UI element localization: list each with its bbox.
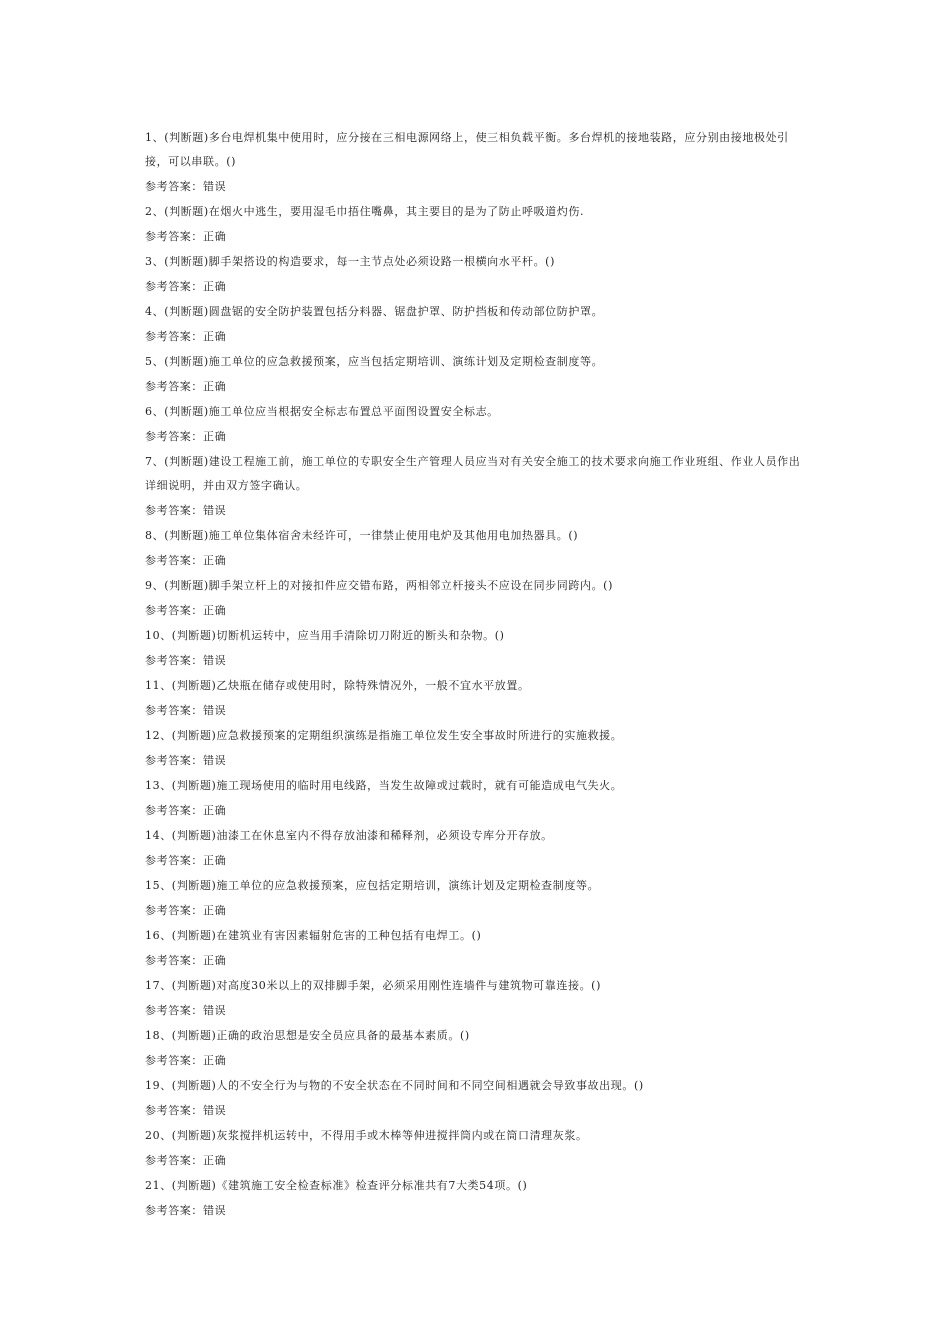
answer-text: 参考答案：错误 [145, 504, 227, 517]
question-item [145, 350, 810, 400]
question-text: 11、(判断题)乙炔瓶在储存或使用时，除特殊情况外，一般不宜水平放置。 [145, 679, 530, 692]
question-item [145, 974, 810, 1024]
question-list [145, 126, 810, 1224]
question-item [145, 1124, 810, 1174]
answer-text: 参考答案：正确 [145, 280, 227, 293]
answer-text: 参考答案：正确 [145, 1054, 227, 1067]
question-item [145, 126, 810, 200]
question-text: 21、(判断题)《建筑施工安全检查标准》检查评分标准共有7大类54项。() [145, 1179, 528, 1192]
answer-text: 参考答案：正确 [145, 854, 227, 867]
question-text: 9、(判断题)脚手架立杆上的对接扣件应交错布路，两相邻立杆接头不应设在同步同跨内。() [145, 579, 613, 592]
question-text: 5、(判断题)施工单位的应急救援预案，应当包括定期培训、演练计划及定期检查制度等。 [145, 355, 604, 368]
question-text: 3、(判断题)脚手架搭设的构造要求，每一主节点处必须设路一根横向水平杆。() [145, 255, 555, 268]
question-item [145, 674, 810, 724]
answer-text: 参考答案：正确 [145, 554, 227, 567]
answer-text: 参考答案：错误 [145, 1204, 227, 1217]
question-item [145, 924, 810, 974]
question-text: 2、(判断题)在烟火中逃生，要用湿毛巾捂住嘴鼻，其主要目的是为了防止呼吸道灼伤. [145, 205, 585, 218]
question-item [145, 200, 810, 250]
answer-text: 参考答案：错误 [145, 704, 227, 717]
question-item [145, 300, 810, 350]
question-item [145, 450, 810, 524]
question-item [145, 824, 810, 874]
question-text: 12、(判断题)应急救援预案的定期组织演练是指施工单位发生安全事故时所进行的实施救援。 [145, 729, 623, 742]
question-item [145, 524, 810, 574]
answer-text: 参考答案：正确 [145, 804, 227, 817]
question-text: 7、(判断题)建设工程施工前，施工单位的专职安全生产管理人员应当对有关安全施工的技术要求向施工作业班组、作业人员作出详细说明，并由双方签字确认。 [145, 455, 801, 492]
question-item [145, 774, 810, 824]
answer-text: 参考答案：错误 [145, 1004, 227, 1017]
answer-text: 参考答案：正确 [145, 954, 227, 967]
answer-text: 参考答案：正确 [145, 380, 227, 393]
question-text: 10、(判断题)切断机运转中，应当用手清除切刀附近的断头和杂物。() [145, 629, 505, 642]
question-item [145, 624, 810, 674]
answer-text: 参考答案：正确 [145, 1154, 227, 1167]
question-item [145, 400, 810, 450]
answer-text: 参考答案：错误 [145, 180, 227, 193]
question-text: 1、(判断题)多台电焊机集中使用时，应分接在三相电源网络上，使三相负载平衡。多台焊机的接地装路，应分别由接地极处引接，可以串联。() [145, 131, 789, 168]
answer-text: 参考答案：正确 [145, 230, 227, 243]
answer-text: 参考答案：错误 [145, 654, 227, 667]
question-text: 4、(判断题)圆盘锯的安全防护装置包括分料器、锯盘护罩、防护挡板和传动部位防护罩。 [145, 305, 604, 318]
question-text: 17、(判断题)对高度30米以上的双排脚手架，必须采用刚性连墙件与建筑物可靠连接。() [145, 979, 601, 992]
question-item [145, 1024, 810, 1074]
question-item [145, 1074, 810, 1124]
answer-text: 参考答案：正确 [145, 330, 227, 343]
question-text: 18、(判断题)正确的政治思想是安全员应具备的最基本素质。() [145, 1029, 470, 1042]
answer-text: 参考答案：正确 [145, 604, 227, 617]
answer-text: 参考答案：错误 [145, 1104, 227, 1117]
question-text: 19、(判断题)人的不安全行为与物的不安全状态在不同时间和不同空间相遇就会导致事故出现。() [145, 1079, 644, 1092]
question-text: 20、(判断题)灰浆搅拌机运转中，不得用手或木棒等伸进搅拌筒内或在筒口清理灰浆。 [145, 1129, 588, 1142]
question-item [145, 574, 810, 624]
question-item [145, 874, 810, 924]
question-item [145, 250, 810, 300]
question-text: 13、(判断题)施工现场使用的临时用电线路，当发生故障或过载时，就有可能造成电气失火。 [145, 779, 623, 792]
answer-text: 参考答案：正确 [145, 430, 227, 443]
question-text: 16、(判断题)在建筑业有害因素辐射危害的工种包括有电焊工。() [145, 929, 482, 942]
question-text: 8、(判断题)施工单位集体宿舍未经许可，一律禁止使用电炉及其他用电加热器具。() [145, 529, 579, 542]
question-item [145, 724, 810, 774]
question-text: 14、(判断题)油漆工在休息室内不得存放油漆和稀释剂，必须设专库分开存放。 [145, 829, 553, 842]
answer-text: 参考答案：错误 [145, 754, 227, 767]
question-text: 15、(判断题)施工单位的应急救援预案，应包括定期培训，演练计划及定期检查制度等。 [145, 879, 600, 892]
question-item [145, 1174, 810, 1224]
question-text: 6、(判断题)施工单位应当根据安全标志布置总平面图设置安全标志。 [145, 405, 499, 418]
answer-text: 参考答案：正确 [145, 904, 227, 917]
